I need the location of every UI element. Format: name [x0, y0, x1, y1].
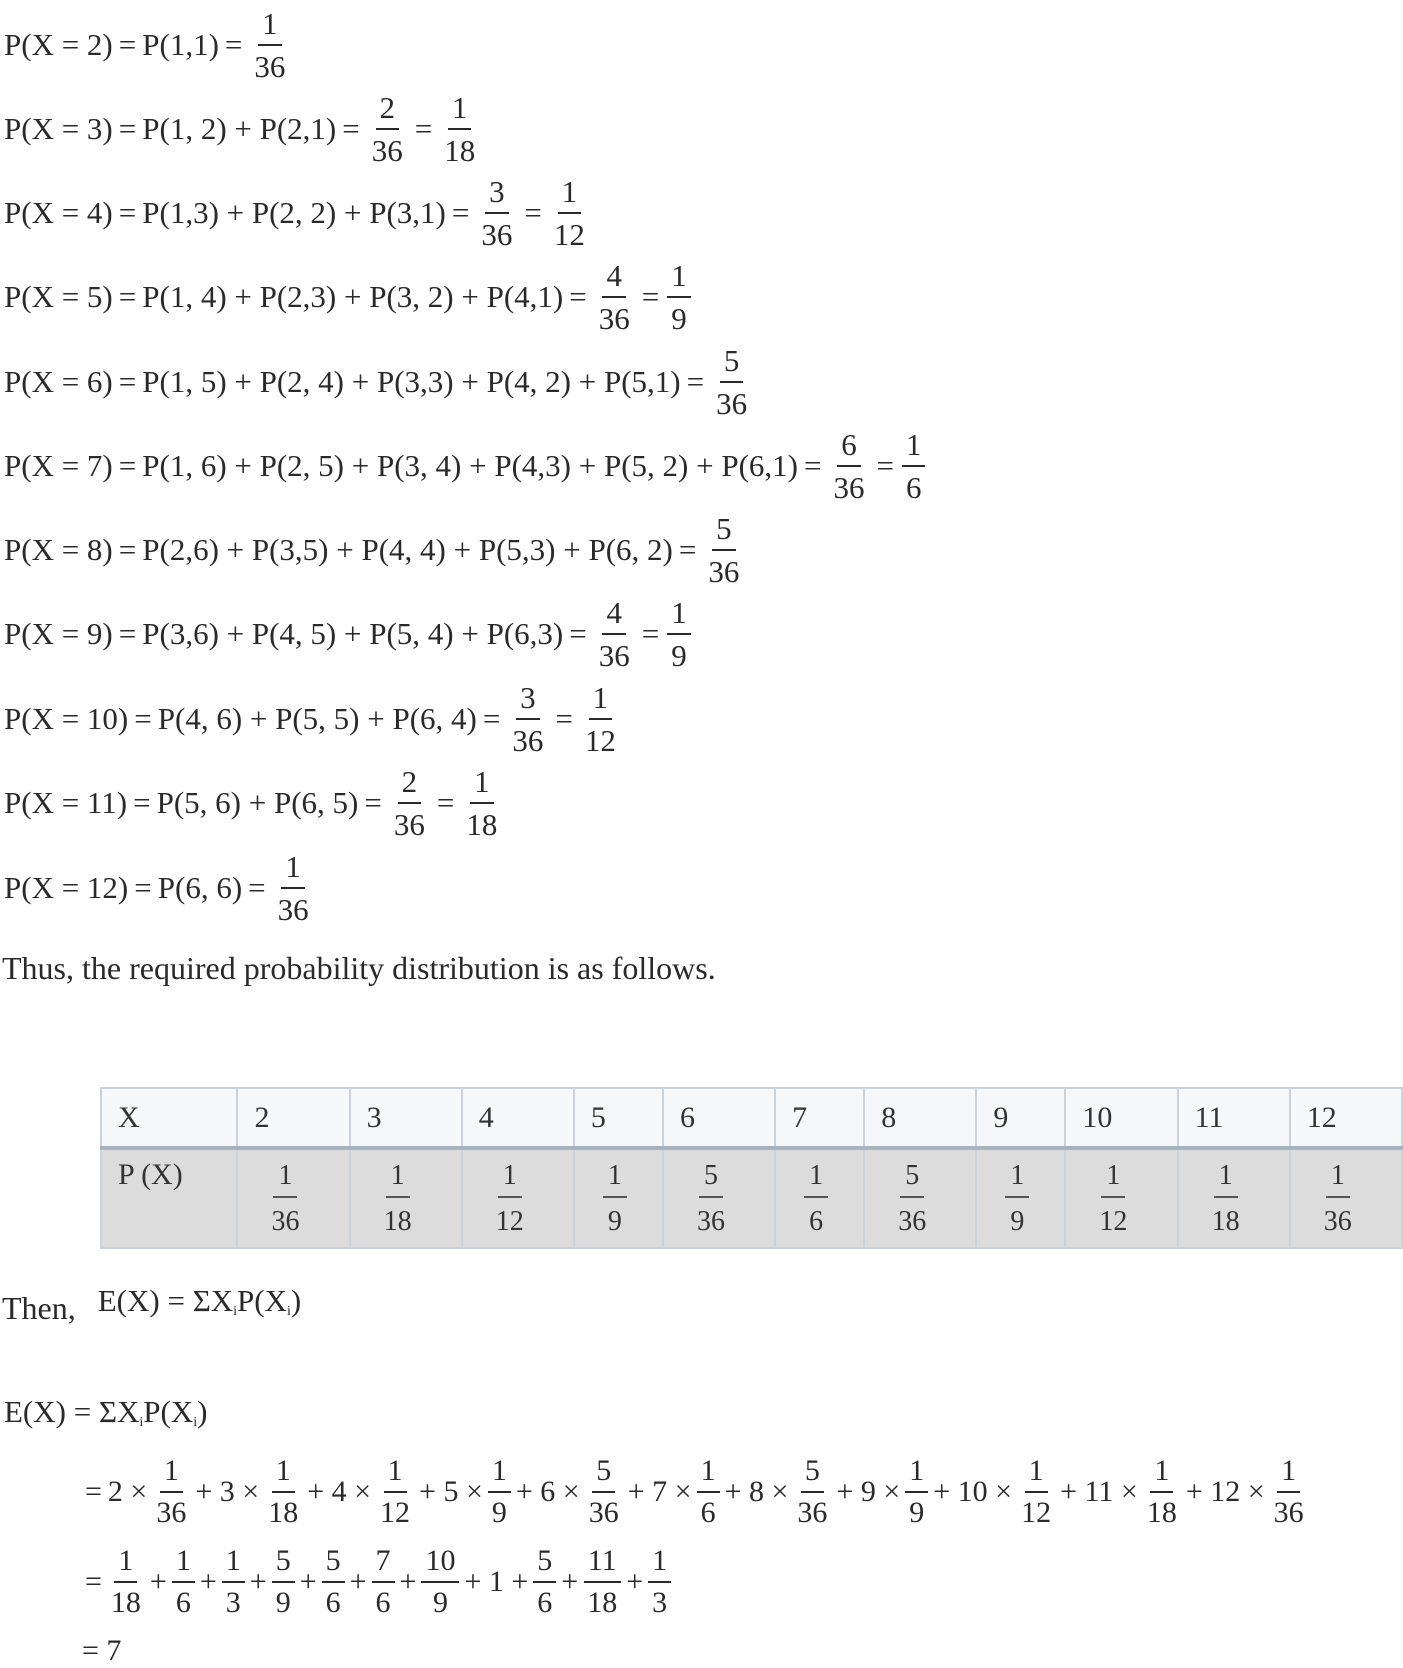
numerator: 7 [372, 1546, 395, 1583]
equals-sign: = [876, 448, 894, 483]
fraction [581, 682, 620, 756]
numerator: 1 [1326, 1162, 1350, 1198]
fraction [648, 1546, 671, 1618]
equation-lhs: P(X = 2) [4, 27, 113, 62]
numerator: 10 [421, 1546, 459, 1583]
fraction [491, 1162, 529, 1236]
fraction [793, 1456, 831, 1528]
term-operator: + 7 × [627, 1475, 692, 1508]
numerator: 5 [801, 1456, 824, 1493]
denominator: 36 [277, 892, 309, 927]
numerator: 5 [592, 1456, 615, 1493]
denominator: 6 [905, 470, 922, 505]
formula-right: ) [290, 1283, 302, 1318]
denominator: 9 [671, 638, 687, 673]
p-value-cell [1290, 1148, 1402, 1248]
fraction [368, 92, 407, 166]
numerator: 1 [1025, 1456, 1048, 1493]
expectation-formula [98, 1283, 301, 1318]
fraction [583, 1546, 621, 1618]
equation-rhs: P(1, 5) + P(2, 4) + P(3,3) + P(4, 2) + P(5,1) [142, 364, 681, 399]
x-value-cell: 8 [864, 1088, 976, 1148]
term-operator: + [626, 1565, 644, 1598]
x-value-cell: 5 [574, 1088, 663, 1148]
numerator: 1 [114, 1546, 137, 1583]
p-value-cell [350, 1148, 462, 1248]
fraction [1270, 1456, 1308, 1528]
fraction [893, 1162, 931, 1236]
equals-sign: = [118, 111, 137, 146]
numerator: 1 [902, 429, 926, 467]
denominator: 6 [537, 1586, 553, 1619]
fraction [1005, 1162, 1029, 1236]
fraction [222, 1546, 245, 1618]
numerator: 6 [837, 429, 861, 467]
denominator: 36 [371, 133, 403, 168]
fraction [804, 1162, 828, 1236]
then-text: Then, [2, 1290, 76, 1326]
numerator: 5 [720, 345, 744, 383]
formula-left: E(X) = ΣX [97, 1283, 234, 1318]
x-value-cell: 6 [663, 1088, 775, 1148]
fraction [1319, 1162, 1357, 1236]
fraction [1207, 1162, 1245, 1236]
x-values-row [101, 1088, 1402, 1148]
equation-rhs: P(1, 6) + P(2, 5) + P(3, 4) + P(4,3) + P(5, 2) + P(6,1) [142, 448, 798, 483]
numerator: 11 [584, 1546, 621, 1583]
equation-lhs: P(X = 6) [4, 364, 113, 399]
fraction [1017, 1456, 1055, 1528]
head-sub-2: i [193, 1415, 198, 1430]
x-value-cell: 10 [1065, 1088, 1177, 1148]
fraction [440, 92, 479, 166]
denominator: 9 [909, 1496, 925, 1529]
equals-sign: = [134, 870, 152, 905]
term-operator: + 4 × [307, 1475, 372, 1508]
equation-lhs: P(X = 9) [4, 616, 113, 651]
expectation-line-2 [82, 1540, 673, 1624]
denominator: 36 [481, 217, 513, 252]
term-operator: + 5 × [419, 1475, 483, 1508]
denominator: 36 [254, 49, 286, 84]
denominator: 36 [898, 1206, 927, 1237]
fraction [272, 1546, 295, 1618]
numerator: 1 [488, 1456, 511, 1493]
equation-lhs: P(X = 11) [4, 785, 128, 820]
denominator: 36 [1273, 1496, 1304, 1529]
term-operator: + [399, 1565, 417, 1598]
formula-mid: P(X [237, 1283, 287, 1318]
equals-sign: = [414, 111, 433, 146]
numerator: 4 [602, 597, 626, 635]
x-value-cell: 3 [350, 1088, 462, 1148]
p-value-cell [1178, 1148, 1290, 1248]
equals-sign: = [118, 364, 137, 399]
probability-distribution-table [100, 1087, 1403, 1249]
denominator: 36 [598, 638, 630, 673]
p-value-cell [775, 1148, 864, 1248]
numerator: 1 [470, 766, 494, 804]
fraction [1094, 1162, 1132, 1236]
denominator: 36 [156, 1496, 187, 1529]
denominator: 36 [716, 386, 748, 421]
equals-sign: = [555, 701, 573, 736]
denominator: 6 [175, 1586, 191, 1619]
term-operator: + [561, 1565, 579, 1598]
fraction [172, 1546, 195, 1618]
equals-sign: = [641, 279, 660, 314]
equation-row [4, 508, 745, 592]
fraction [379, 1162, 417, 1236]
equation-row [4, 255, 693, 339]
equals-sign: = [133, 785, 151, 820]
equation-rhs: P(5, 6) + P(6, 5) [156, 785, 359, 820]
fraction [585, 1456, 623, 1528]
fraction [667, 597, 691, 671]
equals-sign: = [118, 195, 137, 230]
fraction [372, 1546, 395, 1618]
equation-row [4, 340, 753, 424]
equals-sign: = [524, 195, 542, 230]
denominator: 36 [393, 807, 425, 842]
p-value-cell [462, 1148, 574, 1248]
formula-sub-2: i [286, 1304, 291, 1319]
equals-sign: = [482, 701, 501, 736]
denominator: 18 [110, 1586, 141, 1619]
numerator: 1 [258, 8, 282, 46]
fraction [595, 260, 634, 334]
denominator: 9 [607, 1206, 622, 1237]
equation-rhs: P(1,1) [142, 27, 219, 62]
equation-row [4, 846, 315, 930]
equals-sign: = [678, 532, 697, 567]
p-value-cell [1065, 1148, 1177, 1248]
numerator: 1 [667, 597, 691, 635]
equation-row [4, 592, 693, 676]
term-operator: + 10 × [933, 1475, 1013, 1508]
equation-row [4, 424, 927, 508]
fraction [1143, 1456, 1181, 1528]
x-value-cell: 7 [775, 1088, 864, 1148]
numerator: 3 [485, 176, 509, 214]
numerator: 1 [1005, 1162, 1029, 1198]
equals-sign: = [804, 448, 822, 483]
term-operator: + [249, 1565, 267, 1598]
x-value-cell: 9 [976, 1088, 1065, 1148]
numerator: 4 [602, 260, 626, 298]
numerator: 1 [667, 260, 691, 298]
fraction [274, 851, 313, 925]
fraction [488, 1456, 511, 1528]
fraction [107, 1546, 145, 1618]
equation-rhs: P(3,6) + P(4, 5) + P(5, 4) + P(6,3) [142, 616, 564, 651]
equation-lhs: P(X = 8) [4, 532, 113, 567]
fraction [390, 766, 429, 840]
numerator: 1 [281, 851, 305, 889]
equals-sign: = [248, 870, 266, 905]
term-operator: + [199, 1565, 217, 1598]
term-operator: + 6 × [515, 1475, 580, 1508]
p-value-cell [574, 1148, 663, 1248]
denominator: 9 [1010, 1206, 1025, 1237]
numerator: 5 [272, 1546, 295, 1583]
p-value-cell [663, 1148, 775, 1248]
then-line [2, 1283, 302, 1328]
term-operator: 2 × [107, 1475, 148, 1508]
expectation-line-1 [82, 1450, 1310, 1534]
fraction [322, 1546, 345, 1618]
numerator: 1 [1150, 1456, 1173, 1493]
fraction [477, 176, 516, 250]
denominator: 9 [275, 1586, 291, 1619]
head-right: ) [197, 1394, 208, 1429]
denominator: 6 [375, 1586, 391, 1619]
equation-lhs: P(X = 4) [4, 195, 113, 230]
fraction [264, 1456, 302, 1528]
term-operator: + [349, 1565, 367, 1598]
head-sub-1: i [139, 1415, 144, 1430]
expectation-head [4, 1394, 207, 1431]
equation-row [4, 3, 291, 87]
denominator: 36 [833, 470, 865, 505]
equals-sign: = [451, 195, 470, 230]
numerator: 5 [699, 1162, 723, 1198]
term-operator: + 1 + [464, 1565, 529, 1598]
denominator: 12 [495, 1206, 524, 1237]
equals-sign: = [641, 616, 660, 651]
equation-rhs: P(6, 6) [157, 870, 243, 905]
equals-sign: = [118, 616, 137, 651]
p-value-cell [976, 1148, 1065, 1248]
term-operator: + 11 × [1060, 1475, 1138, 1508]
equation-rhs: P(4, 6) + P(5, 5) + P(6, 4) [157, 701, 477, 736]
numerator: 1 [384, 1456, 407, 1493]
equals-sign: = [118, 27, 137, 62]
equals-sign: = [436, 785, 455, 820]
formula-sub-1: i [233, 1304, 238, 1319]
equals-sign: = [85, 1565, 102, 1598]
numerator: 1 [1214, 1162, 1238, 1198]
numerator: 1 [273, 1162, 297, 1198]
fraction [595, 597, 634, 671]
numerator: 1 [386, 1162, 410, 1198]
fraction [508, 682, 547, 756]
term-operator: + 9 × [836, 1475, 901, 1508]
x-value-cell: 4 [462, 1088, 574, 1148]
denominator: 9 [671, 301, 687, 336]
numerator: 1 [804, 1162, 828, 1198]
equals-sign: = [569, 279, 587, 314]
equation-lhs: P(X = 12) [4, 870, 129, 905]
p-value-cell [864, 1148, 976, 1248]
denominator: 36 [1323, 1206, 1352, 1237]
equals-sign: = [118, 448, 137, 483]
fraction [421, 1546, 459, 1618]
numerator: 5 [712, 513, 736, 551]
numerator: 1 [498, 1162, 522, 1198]
equation-rhs: P(1, 2) + P(2,1) [142, 111, 337, 146]
equals-sign: = [118, 532, 137, 567]
denominator: 9 [491, 1496, 507, 1529]
denominator: 36 [512, 723, 544, 758]
numerator: 5 [322, 1546, 345, 1583]
denominator: 36 [696, 1206, 725, 1237]
denominator: 12 [380, 1496, 411, 1529]
fraction [667, 260, 691, 334]
denominator: 12 [553, 217, 585, 252]
denominator: 18 [1146, 1496, 1177, 1529]
denominator: 18 [383, 1206, 412, 1237]
numerator: 1 [603, 1162, 627, 1198]
equation-row [4, 171, 591, 255]
term-operator: + [299, 1565, 317, 1598]
denominator: 18 [268, 1496, 299, 1529]
denominator: 18 [444, 133, 476, 168]
numerator: 1 [697, 1456, 720, 1493]
equals-sign: = [342, 111, 360, 146]
denominator: 3 [652, 1586, 668, 1619]
x-label-cell: X [101, 1088, 237, 1148]
fraction [533, 1546, 556, 1618]
numerator: 1 [448, 92, 472, 130]
denominator: 18 [1211, 1206, 1240, 1237]
equals-sign: = [118, 279, 137, 314]
probability-values-row [101, 1148, 1402, 1248]
denominator: 36 [588, 1496, 619, 1529]
numerator: 1 [589, 682, 613, 720]
numerator: 2 [376, 92, 400, 130]
equation-row [4, 87, 481, 171]
fraction [697, 1456, 720, 1528]
fraction [902, 429, 926, 503]
fraction [376, 1456, 414, 1528]
denominator: 12 [584, 723, 616, 758]
numerator: 1 [172, 1546, 195, 1583]
head-mid: P(X [143, 1394, 194, 1429]
fraction [905, 1456, 928, 1528]
denominator: 36 [271, 1206, 300, 1237]
intro-text: Thus, the required probability distribution is as follows. [2, 950, 716, 986]
equation-lhs: P(X = 7) [4, 448, 113, 483]
x-value-cell: 12 [1290, 1088, 1402, 1148]
denominator: 36 [797, 1496, 828, 1529]
fraction [462, 766, 501, 840]
fraction [829, 429, 868, 503]
numerator: 1 [648, 1546, 671, 1583]
fraction [266, 1162, 304, 1236]
numerator: 3 [516, 682, 540, 720]
equals-sign: = [134, 701, 152, 736]
x-value-cell: 2 [237, 1088, 349, 1148]
denominator: 36 [708, 554, 740, 589]
numerator: 5 [900, 1162, 924, 1198]
numerator: 1 [222, 1546, 245, 1583]
fraction [704, 513, 743, 587]
numerator: 1 [1101, 1162, 1125, 1198]
fraction [250, 8, 289, 82]
denominator: 18 [466, 807, 498, 842]
denominator: 12 [1099, 1206, 1128, 1237]
equals-sign: = [85, 1475, 102, 1508]
equals-sign: = [224, 27, 243, 62]
term-operator: + 3 × [195, 1475, 260, 1508]
equation-rhs: P(1,3) + P(2, 2) + P(3,1) [142, 195, 446, 230]
numerator: 1 [905, 1456, 928, 1493]
denominator: 18 [587, 1586, 618, 1619]
equals-sign: = [364, 785, 382, 820]
head-left: E(X) = ΣX [4, 1394, 140, 1429]
term-operator: + 12 × [1185, 1475, 1265, 1508]
fraction [550, 176, 589, 250]
denominator: 12 [1021, 1496, 1052, 1529]
numerator: 1 [1277, 1456, 1300, 1493]
denominator: 36 [598, 301, 630, 336]
equation-rhs: P(1, 4) + P(2,3) + P(3, 2) + P(4,1) [142, 279, 564, 314]
fraction [712, 345, 751, 419]
denominator: 6 [700, 1496, 716, 1529]
px-label-cell: P (X) [101, 1148, 237, 1248]
numerator: 2 [398, 766, 422, 804]
term-operator: + 8 × [724, 1475, 789, 1508]
equation-row [4, 677, 622, 761]
equation-lhs: P(X = 3) [4, 111, 113, 146]
denominator: 6 [809, 1206, 824, 1237]
equation-rhs: P(2,6) + P(3,5) + P(4, 4) + P(5,3) + P(6, 2) [142, 532, 673, 567]
p-value-cell [237, 1148, 349, 1248]
numerator: 5 [533, 1546, 556, 1583]
fraction [152, 1456, 190, 1528]
denominator: 9 [432, 1586, 448, 1619]
fraction [603, 1162, 627, 1236]
equation-lhs: P(X = 10) [4, 701, 129, 736]
numerator: 1 [160, 1456, 183, 1493]
x-value-cell: 11 [1178, 1088, 1290, 1148]
fraction [692, 1162, 730, 1236]
equation-lhs: P(X = 5) [4, 279, 113, 314]
expectation-result: = 7 [82, 1634, 122, 1667]
numerator: 1 [272, 1456, 295, 1493]
denominator: 6 [325, 1586, 341, 1619]
denominator: 3 [225, 1586, 241, 1619]
equation-row [4, 761, 503, 845]
numerator: 1 [558, 176, 582, 214]
equals-sign: = [686, 364, 705, 399]
equals-sign: = [569, 616, 587, 651]
term-operator: + [149, 1565, 167, 1598]
